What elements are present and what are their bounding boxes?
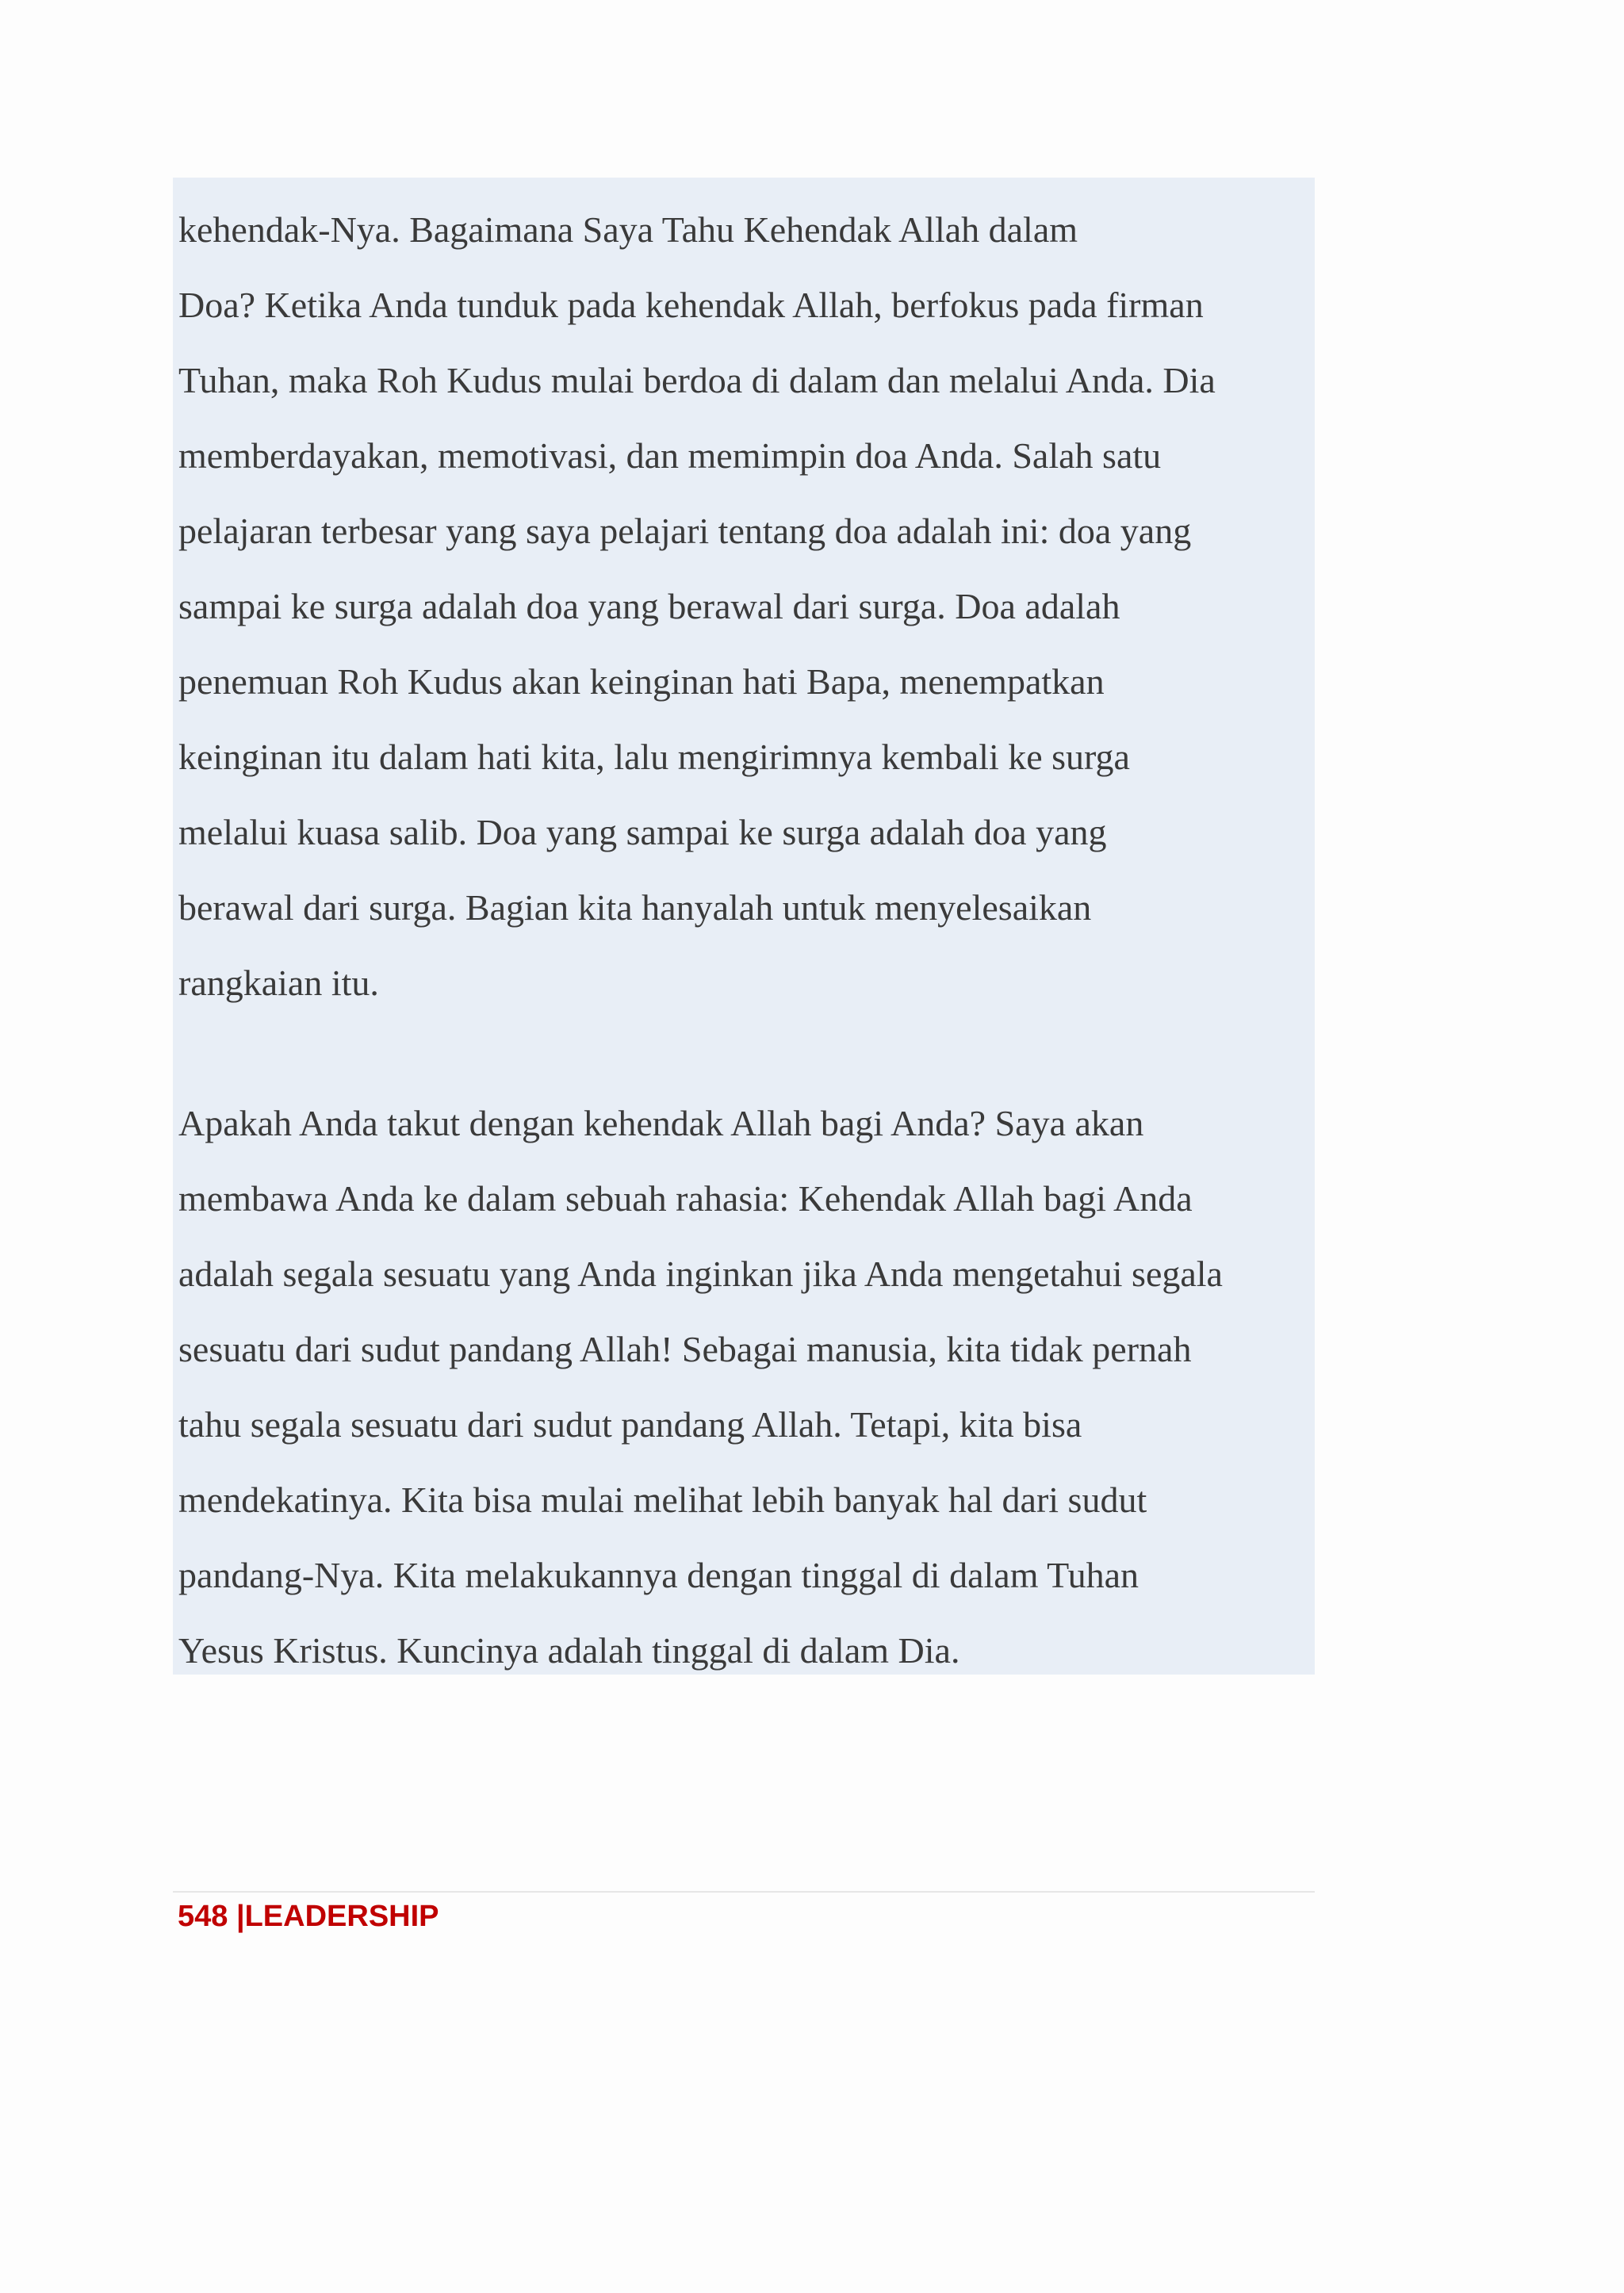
paragraph-1-line: memberdayakan, memotivasi, dan memimpin doa Anda. Salah satu bbox=[178, 435, 1162, 476]
paragraph-1-line: rangkaian itu. bbox=[178, 963, 379, 1003]
paragraph-1-line: Tuhan, maka Roh Kudus mulai berdoa di dalam dan melalui Anda. Dia bbox=[178, 360, 1216, 400]
paragraph-1-line: keinginan itu dalam hati kita, lalu mengirimnya kembali ke surga bbox=[178, 737, 1130, 777]
paragraph-1-line: Doa? Ketika Anda tunduk pada kehendak Allah, berfokus pada firman bbox=[178, 285, 1204, 325]
paragraph-1-line: sampai ke surga adalah doa yang berawal dari surga. Doa adalah bbox=[178, 586, 1120, 626]
paragraph-2-line: membawa Anda ke dalam sebuah rahasia: Kehendak Allah bagi Anda bbox=[178, 1178, 1193, 1219]
paragraph-2-line: Apakah Anda takut dengan kehendak Allah bagi Anda? Saya akan bbox=[178, 1103, 1144, 1143]
paragraph-1-line: penemuan Roh Kudus akan keinginan hati Bapa, menempatkan bbox=[178, 661, 1105, 702]
paragraph-1-line: kehendak-Nya. Bagaimana Saya Tahu Kehendak Allah dalam bbox=[178, 209, 1078, 250]
paragraph-2-line: tahu segala sesuatu dari sudut pandang Allah. Tetapi, kita bisa bbox=[178, 1404, 1082, 1445]
footer-divider bbox=[173, 1891, 1315, 1893]
paragraph-1-line: pelajaran terbesar yang saya pelajari tentang doa adalah ini: doa yang bbox=[178, 511, 1192, 551]
paragraph-1-line: berawal dari surga. Bagian kita hanyalah untuk menyelesaikan bbox=[178, 887, 1092, 928]
page-footer: 548 |LEADERSHIP bbox=[178, 1900, 439, 1933]
paragraph-1-line: melalui kuasa salib. Doa yang sampai ke surga adalah doa yang bbox=[178, 812, 1107, 852]
paragraph-2-line: adalah segala sesuatu yang Anda inginkan jika Anda mengetahui segala bbox=[178, 1254, 1223, 1294]
paragraph-2-line: pandang-Nya. Kita melakukannya dengan tinggal di dalam Tuhan bbox=[178, 1555, 1139, 1595]
paragraph-2-line: mendekatinya. Kita bisa mulai melihat lebih banyak hal dari sudut bbox=[178, 1480, 1147, 1520]
paragraph-2-line: Yesus Kristus. Kuncinya adalah tinggal di dalam Dia. bbox=[178, 1630, 960, 1671]
paragraph-2-line: sesuatu dari sudut pandang Allah! Sebagai manusia, kita tidak pernah bbox=[178, 1329, 1192, 1369]
